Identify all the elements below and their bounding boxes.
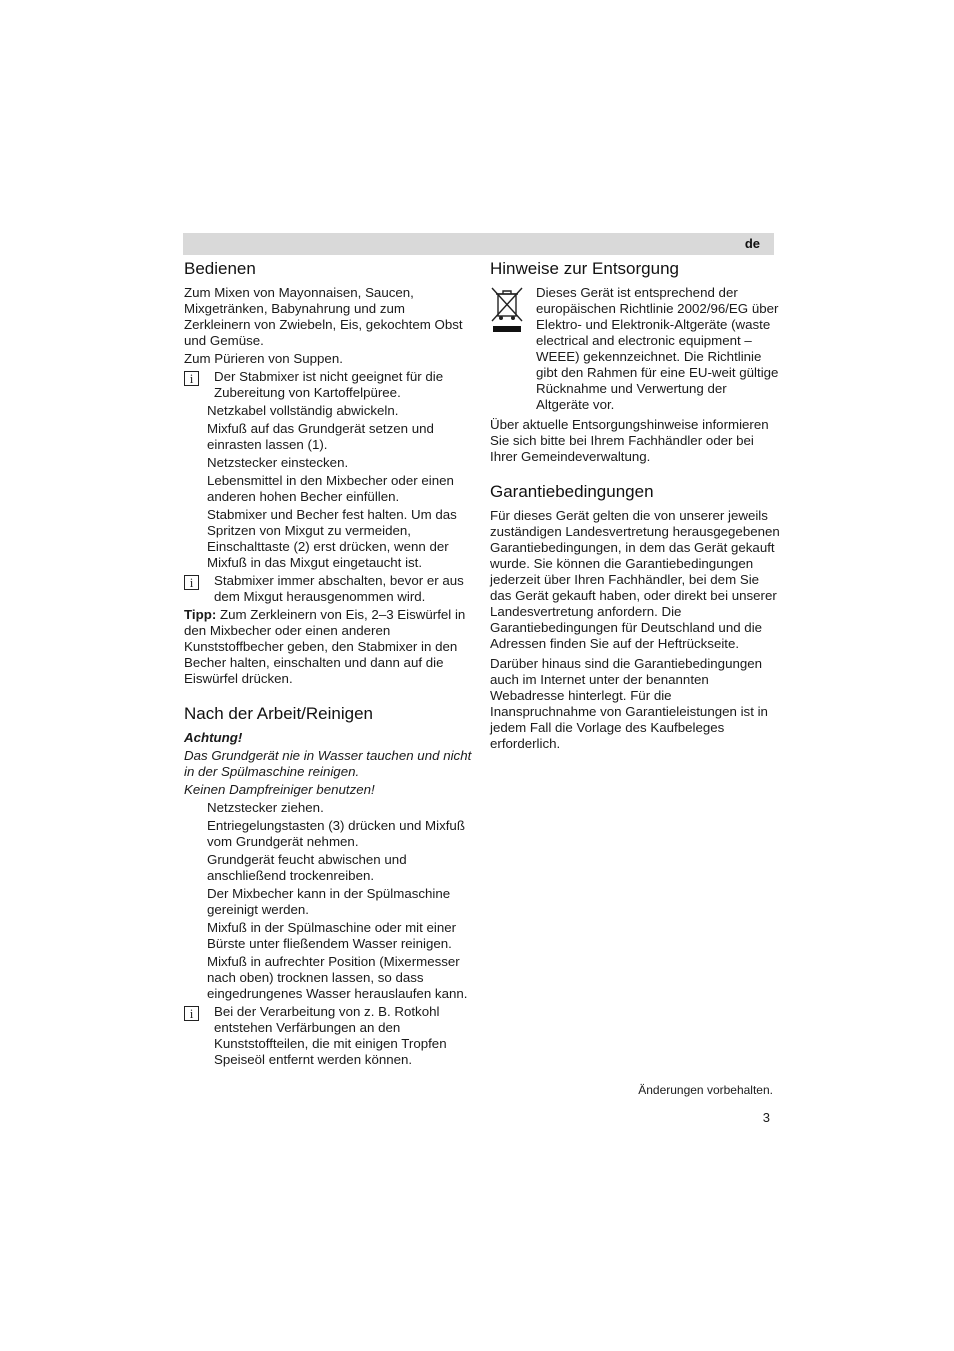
section-title-garantie: Garantiebedingungen <box>490 482 654 501</box>
tip-label: Tipp: <box>184 607 217 622</box>
step: Mixfuß in der Spülmaschine oder mit einer Bürste unter fließendem Wasser reinigen. <box>207 920 457 951</box>
garantie-paragraph-2: Darüber hinaus sind die Garantiebedingungen auch im Internet unter der benannten Webadresse hinterlegt. Für die Inanspruchnahme von Garantieleistungen ist in jedem Fall die Vorlage des Kaufbeleges erforderlich. <box>490 656 768 751</box>
left-column <box>184 258 474 1068</box>
tip-text: Zum Zerkleinern von Eis, 2–3 Eiswürfel in den Mixbecher oder einen anderen Kunststoffbecher geben, den Stabmixer in den Becher halten, einschalten und dann auf die Eiswürfel drücken. <box>184 607 466 686</box>
info-note <box>184 369 474 401</box>
info-icon: i <box>184 575 199 590</box>
reinigen-steps <box>184 800 474 1002</box>
weee-block <box>490 285 780 413</box>
info-note <box>184 573 474 605</box>
section-title-bedienen: Bedienen <box>184 259 256 278</box>
note-text: Bei der Verarbeitung von z. B. Rotkohl entstehen Verfärbungen an den Kunststoffteilen, die mit einigen Tropfen Speiseöl entfernt werden können. <box>214 1004 447 1067</box>
info-note <box>184 1004 474 1068</box>
step: Stabmixer und Becher fest halten. Um das Spritzen von Mixgut zu vermeiden, Einschalttaste (2) erst drücken, wenn der Mixfuß in das Mixgut eingetaucht ist. <box>207 507 457 570</box>
note-text: Der Stabmixer ist nicht geeignet für die Zubereitung von Kartoffelpüree. <box>214 369 444 400</box>
warning-label: Achtung! <box>184 730 243 745</box>
weee-text: Dieses Gerät ist entsprechend der europäischen Richtlinie 2002/96/EG über Elektro- und Elektronik-Altgeräte (waste electrical and electronic equipment – WEEE) gekennzeichnet. Die Richtlinie gibt den Rahmen für eine EU-weit gültige Rücknahme und Verwertung der Altgeräte vor. <box>536 285 779 412</box>
tip-paragraph <box>184 607 474 687</box>
step: Grundgerät feucht abwischen und anschließend trockenreiben. <box>207 852 407 883</box>
bedienen-intro: Zum Mixen von Mayonnaisen, Saucen, Mixgetränken, Babynahrung und zum Zerkleinern von Zwiebeln, Eis, gekochtem Obst und Gemüse. <box>184 285 463 348</box>
garantie-paragraph-1: Für dieses Gerät gelten die von unserer jeweils zuständigen Landesvertretung herausgegebenen Garantiebedingungen, in dem das Gerät gekauft wurde. Sie können die Garantiebedingungen jederzeit über Ihren Fachhändler, bei dem Sie das Gerät gekauft haben, oder direkt bei unserer Landesvertretung anfordern. Die Garantiebedingungen für Deutschland und die Adressen finden Sie auf der Heftrückseite. <box>490 508 780 651</box>
step: Lebensmittel in den Mixbecher oder einen anderen hohen Becher einfüllen. <box>207 473 454 504</box>
language-tag: de <box>744 236 760 251</box>
section-title-reinigen: Nach der Arbeit/Reinigen <box>184 704 374 723</box>
entsorgung-text: Über aktuelle Entsorgungshinweise informieren Sie sich bitte bei Ihrem Fachhändler oder bei Ihrer Gemeindeverwaltung. <box>490 417 769 464</box>
step: Netzstecker ziehen. <box>207 800 324 815</box>
right-column <box>490 258 780 752</box>
step: Mixfuß auf das Grundgerät setzen und einrasten lassen (1). <box>207 421 434 452</box>
warning-text-2: Keinen Dampfreiniger benutzen! <box>184 782 375 797</box>
header-bar <box>183 233 774 255</box>
bedienen-puree: Zum Pürieren von Suppen. <box>184 351 343 366</box>
step: Der Mixbecher kann in der Spülmaschine gereinigt werden. <box>207 886 451 917</box>
footer-note: Änderungen vorbehalten. <box>638 1083 773 1097</box>
crossed-bin-icon <box>490 285 524 335</box>
info-icon: i <box>184 371 199 386</box>
note-text: Stabmixer immer abschalten, bevor er aus dem Mixgut herausgenommen wird. <box>214 573 464 604</box>
bedienen-steps <box>184 403 474 571</box>
warning-text: Das Grundgerät nie in Wasser tauchen und nicht in der Spülmaschine reinigen. <box>184 748 472 779</box>
step: Mixfuß in aufrechter Position (Mixermesser nach oben) trocknen lassen, so dass eingedrungenes Wasser herauslaufen kann. <box>207 954 468 1001</box>
step: Netzkabel vollständig abwickeln. <box>207 403 399 418</box>
page-number: 3 <box>762 1110 770 1125</box>
step: Entriegelungstasten (3) drücken und Mixfuß vom Grundgerät nehmen. <box>207 818 465 849</box>
section-title-entsorgung: Hinweise zur Entsorgung <box>490 259 679 278</box>
info-icon: i <box>184 1006 199 1021</box>
step: Netzstecker einstecken. <box>207 455 349 470</box>
